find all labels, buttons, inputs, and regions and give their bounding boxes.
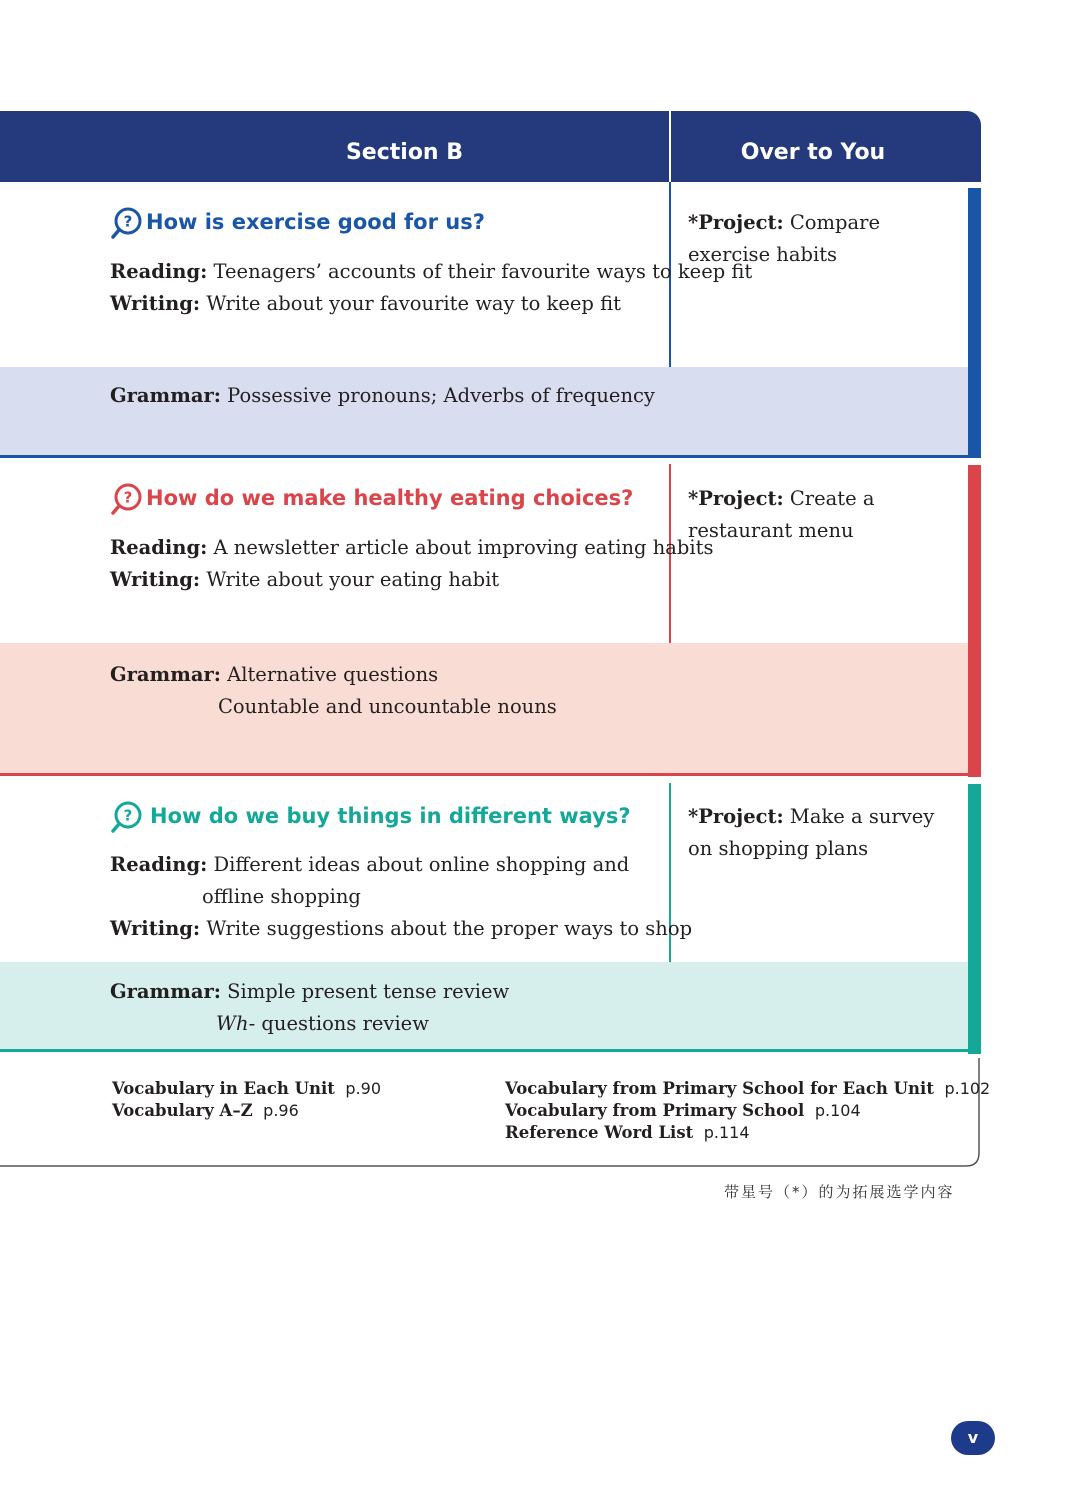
unit1-question: How is exercise good for us? — [146, 210, 485, 234]
unit1-reading — [110, 256, 752, 288]
grammar-label: Grammar: — [110, 384, 221, 407]
unit3-project — [688, 801, 958, 865]
writing-text: Write about your eating habit — [206, 568, 500, 591]
project-text: Create a restaurant menu — [688, 487, 875, 542]
project-label: *Project: — [688, 487, 784, 510]
unit3-bottom-rule — [0, 1049, 968, 1052]
footer-link[interactable]: Vocabulary A–Z p.96 — [112, 1101, 299, 1120]
question-magnifier-icon — [110, 207, 142, 239]
footer-link[interactable]: Vocabulary from Primary School for Each Unit p.102 — [505, 1079, 991, 1098]
grammar-wh-prefix: Wh- — [216, 1012, 256, 1035]
footer-left — [112, 1078, 381, 1122]
unit3-reading — [110, 849, 629, 881]
unit2-reading — [110, 532, 713, 564]
unit2-grammar-2: Countable and uncountable nouns — [218, 695, 557, 718]
grammar-label: Grammar: — [110, 663, 221, 686]
unit2-question: How do we make healthy eating choices? — [146, 486, 634, 510]
unit2-stripe — [968, 465, 981, 777]
header-over-to-you: Over to You — [740, 140, 886, 165]
reading-text: Teenagers’ accounts of their favourite ways to keep fit — [213, 260, 753, 283]
writing-text: Write suggestions about the proper ways to shop — [206, 917, 693, 940]
question-magnifier-icon — [110, 483, 142, 515]
unit1-stripe — [968, 188, 981, 458]
project-label: *Project: — [688, 211, 784, 234]
grammar-text: Simple present tense review — [227, 980, 510, 1003]
footer-right — [505, 1078, 990, 1144]
reading-label: Reading: — [110, 260, 208, 283]
unit1-writing — [110, 288, 621, 320]
reading-text: Different ideas about online shopping and — [213, 853, 630, 876]
header-section-b: Section B — [345, 140, 464, 165]
unit3-reading-2: offline shopping — [202, 885, 361, 908]
project-label: *Project: — [688, 805, 784, 828]
optional-content-note: 带星号（*）的为拓展选学内容 — [724, 1183, 955, 1201]
grammar-label: Grammar: — [110, 980, 221, 1003]
svg-text:?: ? — [123, 212, 133, 231]
writing-label: Writing: — [110, 917, 201, 940]
writing-text: Write about your favourite way to keep fit — [206, 292, 621, 315]
unit3-question: How do we buy things in different ways? — [150, 804, 631, 828]
question-magnifier-icon — [110, 801, 142, 833]
svg-text:?: ? — [123, 488, 133, 507]
footer-link[interactable]: Vocabulary in Each Unit p.90 — [112, 1079, 381, 1098]
unit1-grammar — [110, 380, 655, 412]
grammar-text: Possessive pronouns; Adverbs of frequency — [227, 384, 655, 407]
unit2-writing — [110, 564, 499, 596]
unit3-writing — [110, 913, 692, 945]
grammar-text: Alternative questions — [227, 663, 439, 686]
grammar-text: questions review — [255, 1012, 429, 1035]
footer-link[interactable]: Vocabulary from Primary School p.104 — [505, 1101, 861, 1120]
unit2-project — [688, 483, 958, 547]
writing-label: Writing: — [110, 292, 201, 315]
svg-text:?: ? — [123, 806, 133, 825]
project-text: Make a survey on shopping plans — [688, 805, 935, 860]
project-text: Compare exercise habits — [688, 211, 881, 266]
page-number: v — [951, 1421, 995, 1455]
reading-label: Reading: — [110, 536, 208, 559]
reading-label: Reading: — [110, 853, 208, 876]
unit1-project — [688, 207, 958, 271]
unit3-grammar — [110, 976, 509, 1008]
unit2-grammar — [110, 659, 438, 691]
footer-link[interactable]: Reference Word List p.114 — [505, 1123, 750, 1142]
unit1-bottom-rule — [0, 455, 968, 458]
writing-label: Writing: — [110, 568, 201, 591]
unit3-stripe — [968, 784, 981, 1054]
unit2-bottom-rule — [0, 773, 968, 776]
reading-text: A newsletter article about improving eating habits — [213, 536, 714, 559]
unit3-grammar-2 — [216, 1008, 429, 1040]
